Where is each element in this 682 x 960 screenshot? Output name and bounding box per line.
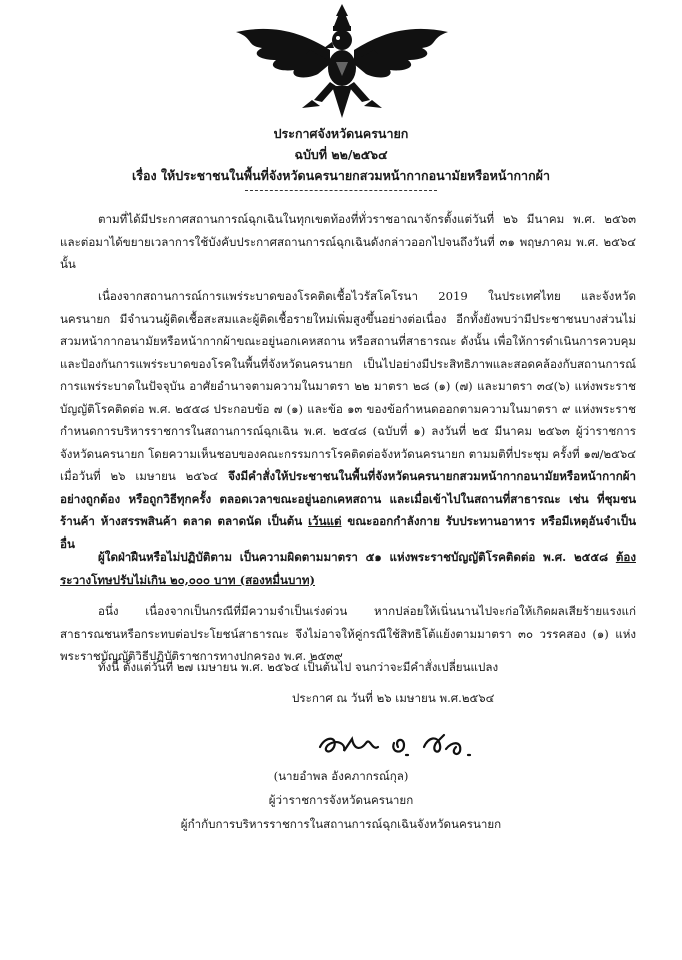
paragraph-1-text: ตามที่ได้มีประกาศสถานการณ์ฉุกเฉินในทุกเขตท้องที่ทั่วราชอาณาจักรตั้งแต่วันที่ ๒๖ มีนาคม พ.ศ. ๒๕๖๓ และต่อมาได้ขยายเวลาการใช้บังคับประกาศสถานการณ์ฉุกเฉินดังกล่าวออกไปจนถึงวันที่ ๓๑ พฤษภาคม พ.ศ. ๒๕๖๔ นั้น — [60, 212, 636, 271]
paragraph-2-order: จึงมีคำสั่งให้ประชาชนในพื้นที่จังหวัดนครนายกสวมหน้ากากอนามัยหรือหน้ากากผ้าอย่างถูกต้อง หรือถูกวิธีทุกครั้ง ตลอดเวลาขณะอยู่นอกเคหสถาน และเมื่อเข้าไปในสถานที่สาธารณะ เช่น ที่ชุมชน ร้านค้า ห้างสรรพสินค้า ตลาด ตลาดนัด เป็นต้น — [60, 469, 637, 528]
garuda-emblem-icon — [232, 2, 452, 120]
signatory-name: (นายอำพล อังคภากรณ์กุล) — [273, 769, 409, 783]
paragraph-1 — [60, 208, 636, 276]
signatory-title-2: ผู้กำกับการบริหารราชการในสถานการณ์ฉุกเฉินจังหวัดนครนายก — [180, 817, 502, 831]
paragraph-5 — [60, 656, 636, 679]
paragraph-2-except: เว้นแต่ — [308, 514, 342, 528]
dashed-divider — [245, 190, 437, 191]
paragraph-3 — [60, 546, 636, 591]
paragraph-3-text: ผู้ใดฝ่าฝืนหรือไม่ปฏิบัติตาม เป็นความผิดตามมาตรา ๕๑ แห่งพระราชบัญญัติโรคติดต่อ พ.ศ. ๒๕๕๘ — [98, 550, 609, 564]
paragraph-2-text: เนื่องจากสถานการณ์การแพร่ระบาดของโรคติดเชื้อไวรัสโคโรนา 2019 ในประเทศไทย และจังหวัดนครนายก มีจำนวนผู้ติดเชื้อสะสมและผู้ติดเชื้อรายใหม่เพิ่มสูงขึ้นอย่างต่อเนื่อง อีกทั้งยังพบว่ามีประชาชนบางส่วนไม่สวมหน้ากากอนามัยหรือหน้ากากผ้าขณะอยู่นอกเคหสถาน หรือสถานที่สาธารณะ ดังนั้น เพื่อให้การดำเนินการควบคุมและป้องกันการแพร่ระบาดของโรคในพื้นที่จังหวัดนครนายก เป็นไปอย่างมีประสิทธิภาพและสอดคล้องกับสถานการณ์การแพร่ระบาดในปัจจุบัน อาศัยอำนาจตามความในมาตรา ๒๒ มาตรา ๒๘ (๑) (๗) และมาตรา ๓๔(๖) แห่งพระราชบัญญัติโรคติดต่อ พ.ศ. ๒๕๕๘ ประกอบข้อ ๗ (๑) และข้อ ๑๓ ของข้อกำหนดออกตามความในมาตรา ๙ แห่งพระราชกำหนดการบริหารราชการในสถานการณ์ฉุกเฉิน พ.ศ. ๒๕๔๘ (ฉบับที่ ๑) ลงวันที่ ๒๕ มีนาคม ๒๕๖๓ ผู้ว่าราชการจังหวัดนครนายก โดยความเห็นชอบของคณะกรรมการโรคติดต่อจังหวัดนครนายก ตามมติที่ประชุม ครั้งที่ ๑๗/๒๕๖๔ เมื่อวันที่ ๒๖ เมษายน ๒๕๖๔ — [60, 289, 636, 483]
signatory-title-1: ผู้ว่าราชการจังหวัดนครนายก — [268, 793, 414, 807]
header-line-1: ประกาศจังหวัดนครนายก — [273, 126, 409, 141]
paragraph-4-text: อนึ่ง เนื่องจากเป็นกรณีที่มีความจำเป็นเร่งด่วน หากปล่อยให้เนิ่นนานไปจะก่อให้เกิดผลเสียร้ายแรงแก่สาธารณชนหรือกระทบต่อประโยชน์สาธารณะ จึงไม่อาจให้คู่กรณีใช้สิทธิโต้แย้งตามมาตรา ๓๐ วรรคสอง (๑) แห่งพระราชบัญญัติวิธีปฏิบัติราชการทางปกครอง พ.ศ. ๒๕๓๙ — [60, 604, 636, 663]
paragraph-2-exceptions: ขณะออกกำลังกาย รับประทานอาหาร หรือมีเหตุอันจำเป็นอื่น — [60, 514, 636, 551]
signature-image — [312, 725, 502, 765]
header-line-2: ฉบับที่ ๒๒/๒๕๖๔ — [294, 147, 388, 162]
header-subject: เรื่อง ให้ประชาชนในพื้นที่จังหวัดนครนายกสวมหน้ากากอนามัยหรือหน้ากากผ้า — [132, 168, 550, 183]
paragraph-5-text: ทั้งนี้ ตั้งแต่วันที่ ๒๗ เมษายน พ.ศ. ๒๕๖๔ เป็นต้นไป จนกว่าจะมีคำสั่งเปลี่ยนแปลง — [98, 660, 499, 674]
announcement-date: ประกาศ ณ วันที่ ๒๖ เมษายน พ.ศ.๒๕๖๔ — [292, 691, 495, 705]
paragraph-3-penalty: ต้องระวางโทษปรับไม่เกิน ๒๐,๐๐๐ บาท (สองหมื่นบาท) — [60, 550, 636, 587]
paragraph-2 — [60, 285, 636, 555]
